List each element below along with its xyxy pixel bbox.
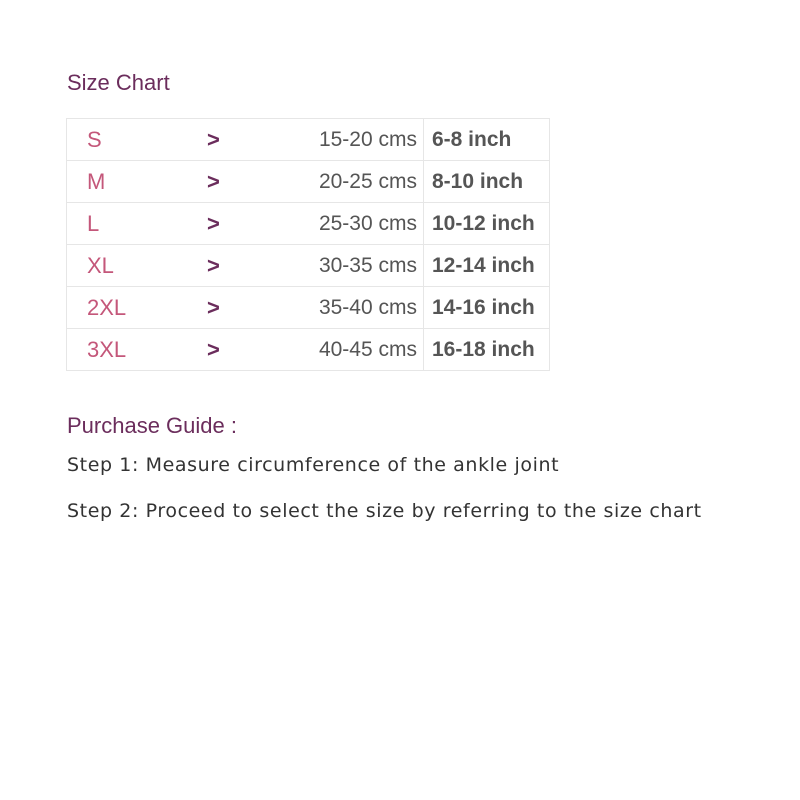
size-cms: 20-25 cms (317, 161, 424, 203)
table-row (67, 329, 550, 371)
size-inch: 16-18 inch (424, 329, 550, 371)
size-inch: 8-10 inch (424, 161, 550, 203)
purchase-guide-title: Purchase Guide : (67, 413, 237, 438)
size-label: XL (67, 245, 200, 287)
size-label: 2XL (67, 287, 200, 329)
size-label: L (67, 203, 200, 245)
size-cms: 40-45 cms (317, 329, 424, 371)
guide-step-2: Step 2: Proceed to select the size by referring to the size chart (67, 500, 702, 522)
chevron-right-icon: > (199, 119, 317, 161)
chevron-right-icon: > (199, 161, 317, 203)
chevron-right-icon: > (199, 245, 317, 287)
size-cms: 15-20 cms (317, 119, 424, 161)
chevron-right-icon: > (199, 203, 317, 245)
size-label: M (67, 161, 200, 203)
size-inch: 12-14 inch (424, 245, 550, 287)
size-cms: 25-30 cms (317, 203, 424, 245)
table-row (67, 119, 550, 161)
table-row (67, 245, 550, 287)
chevron-right-icon: > (199, 287, 317, 329)
table-row (67, 161, 550, 203)
table-row (67, 287, 550, 329)
table-row (67, 203, 550, 245)
size-chart-table (66, 118, 550, 371)
size-cms: 35-40 cms (317, 287, 424, 329)
guide-step-1: Step 1: Measure circumference of the ankle joint (67, 454, 560, 476)
size-cms: 30-35 cms (317, 245, 424, 287)
size-inch: 6-8 inch (424, 119, 550, 161)
size-chart-title: Size Chart (67, 70, 170, 95)
size-inch: 10-12 inch (424, 203, 550, 245)
size-label: S (67, 119, 200, 161)
size-label: 3XL (67, 329, 200, 371)
size-inch: 14-16 inch (424, 287, 550, 329)
chevron-right-icon: > (199, 329, 317, 371)
